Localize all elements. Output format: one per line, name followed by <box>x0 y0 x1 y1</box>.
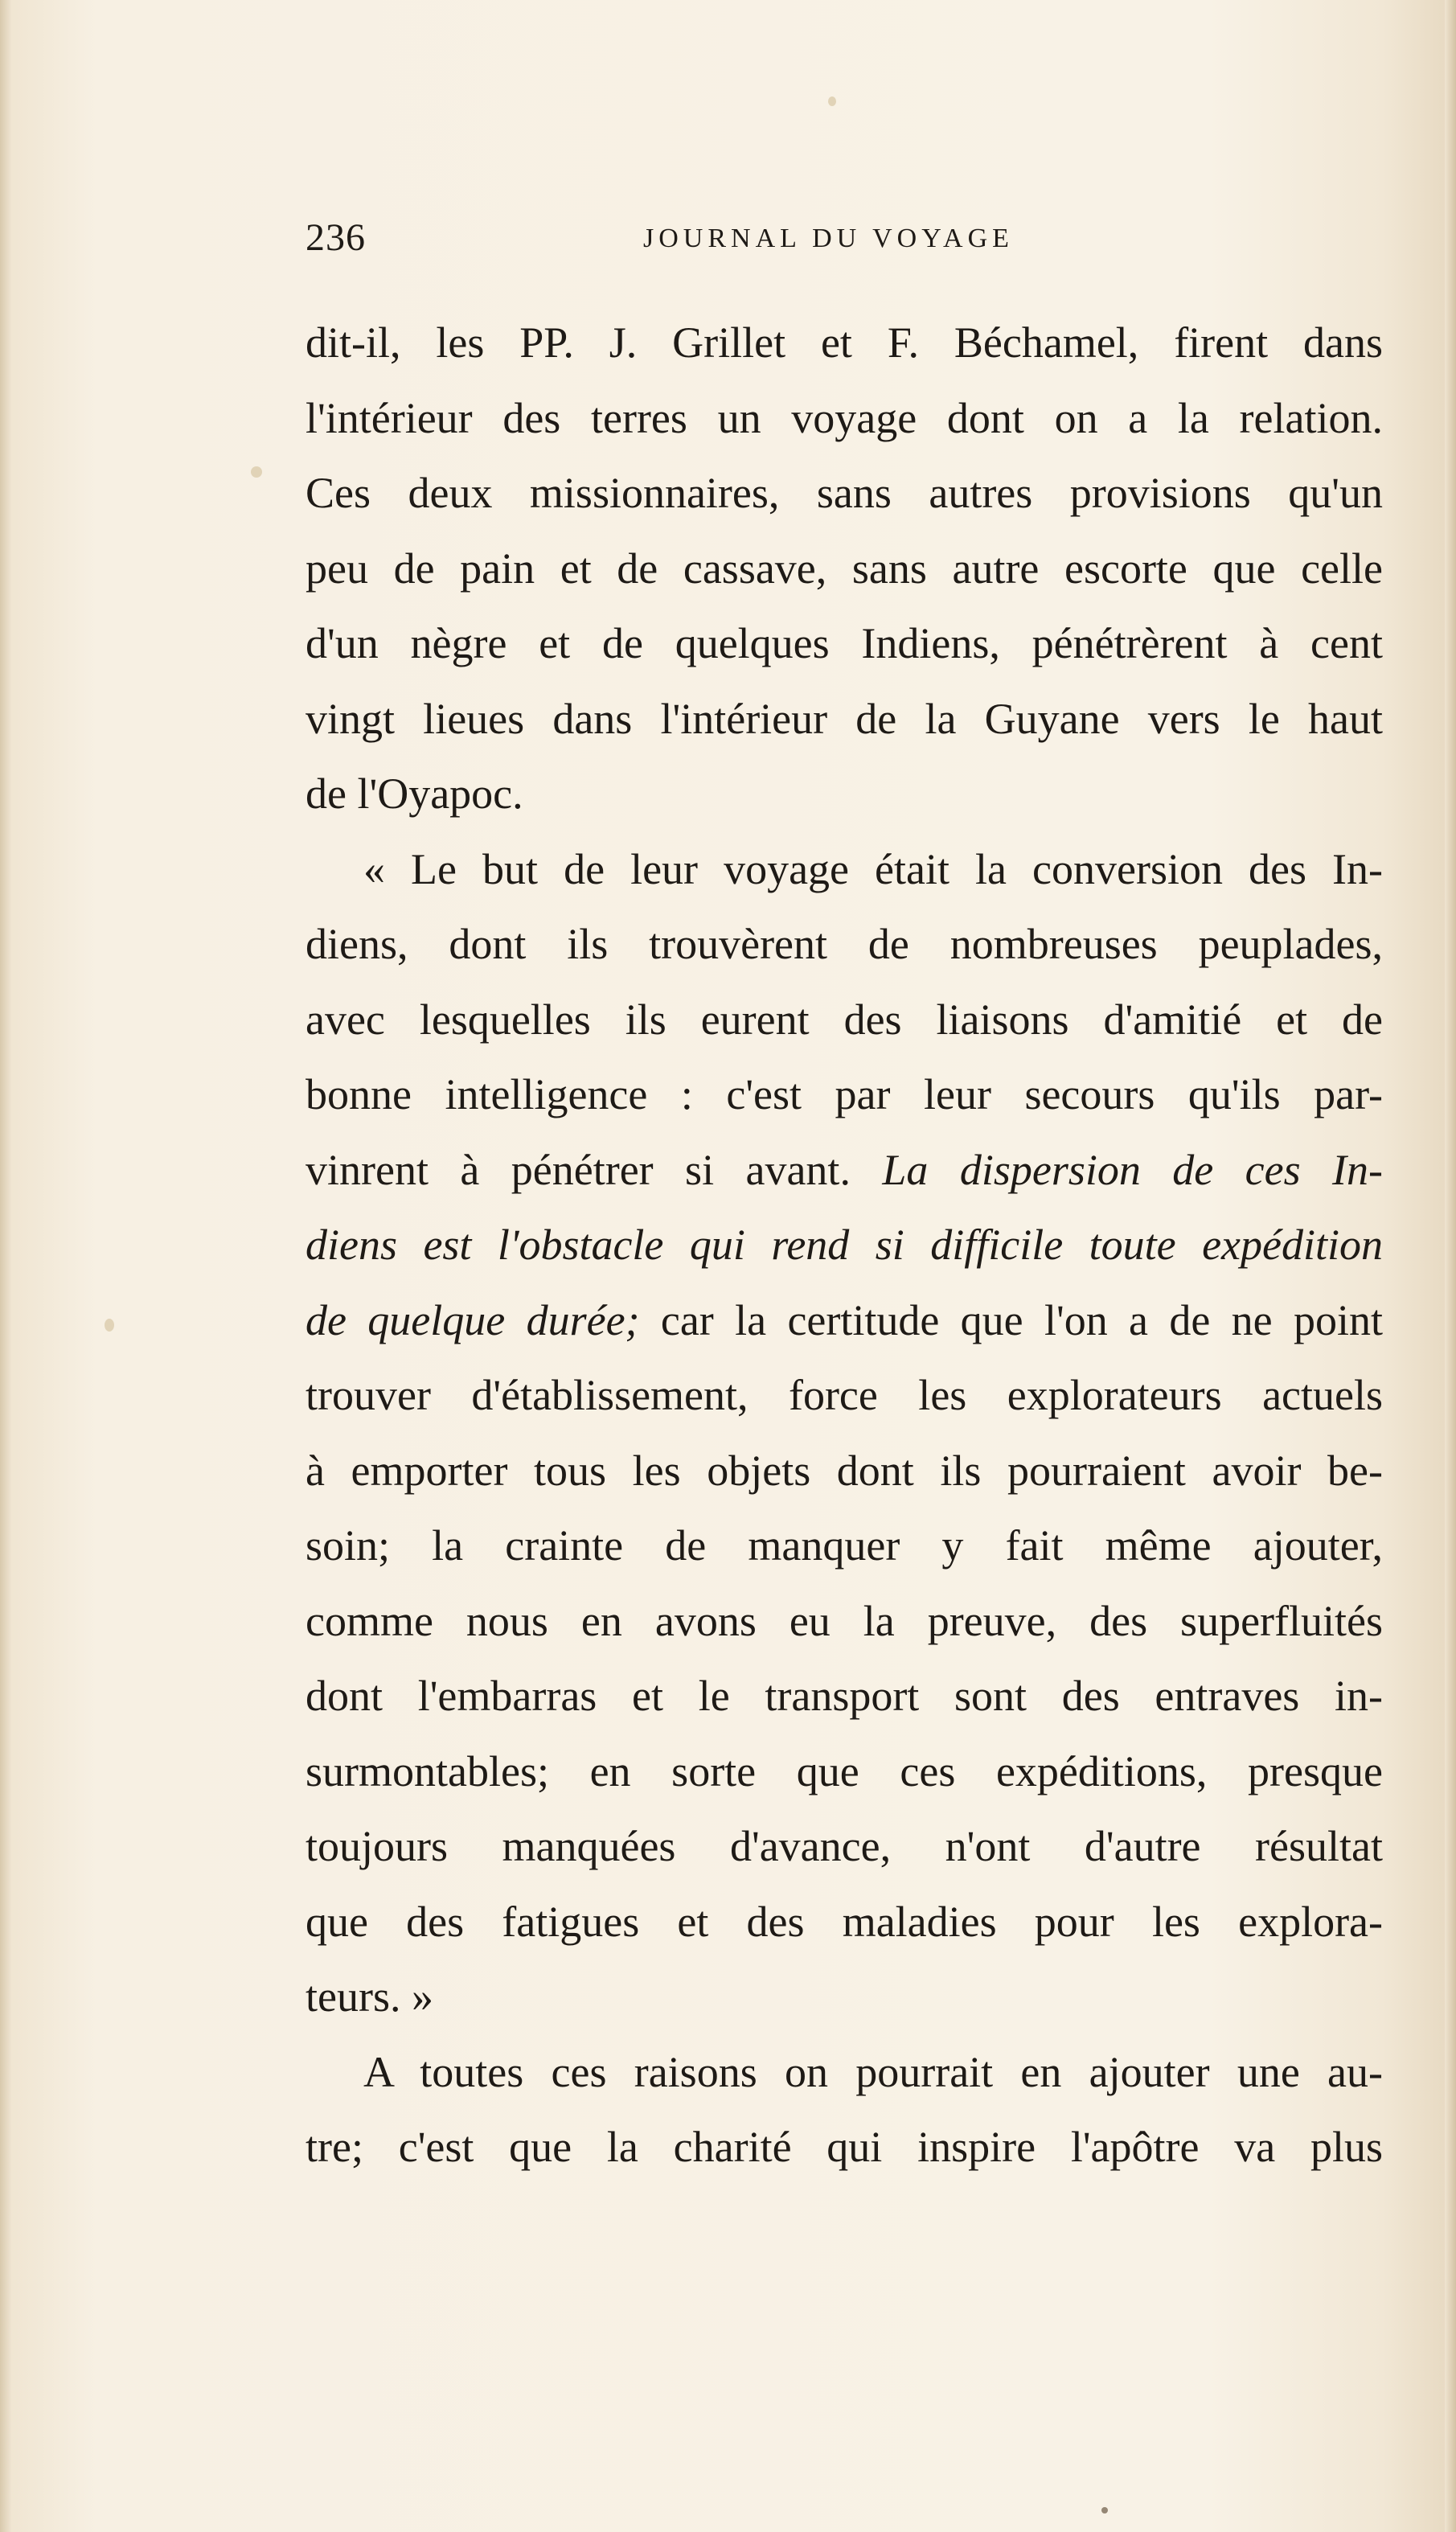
text-roman: car la certitude que l'on a de ne point <box>639 1295 1383 1344</box>
text-line: comme nous en avons eu la preuve, des superfluités <box>306 1596 1383 1645</box>
paper-speck <box>105 1319 114 1332</box>
text-line: surmontables; en sorte que ces expéditions, presque <box>306 1746 1383 1795</box>
running-title: JOURNAL DU VOYAGE <box>643 224 1014 253</box>
paper-speck <box>1101 2507 1108 2514</box>
text-line: tre; c'est que la charité qui inspire l'apôtre va plus <box>306 2123 1383 2171</box>
text-line: à emporter tous les objets dont ils pourraient avoir be- <box>306 1446 1383 1495</box>
page-header <box>306 215 1383 272</box>
paper-speck <box>251 466 262 478</box>
text-line: vingt lieues dans l'intérieur de la Guyane vers le haut <box>306 694 1383 743</box>
body-text <box>306 306 1383 2185</box>
paper-speck <box>828 96 836 106</box>
text-italic: de quelque durée; <box>306 1295 640 1344</box>
text-line: avec lesquelles ils eurent des liaisons d'amitié et de <box>306 995 1383 1044</box>
text-line-mixed <box>306 1283 1383 1359</box>
text-line: bonne intelligence : c'est par leur secours qu'ils par- <box>306 1070 1383 1118</box>
text-italic: La dispersion de ces In- <box>882 1145 1383 1194</box>
text-line: teurs. » <box>306 1972 433 2021</box>
text-italic: diens est l'obstacle qui rend si difficile toute expédition <box>306 1221 1383 1269</box>
text-line: trouver d'établissement, force les explorateurs actuels <box>306 1371 1383 1419</box>
text-line: diens, dont ils trouvèrent de nombreuses peuplades, <box>306 920 1383 968</box>
text-line: que des fatigues et des maladies pour les explora- <box>306 1897 1383 1946</box>
text-line: dont l'embarras et le transport sont des entraves in- <box>306 1672 1383 1720</box>
page-number: 236 <box>306 216 366 259</box>
text-line: peu de pain et de cassave, sans autre escorte que celle <box>306 544 1383 593</box>
text-line-italic <box>306 1208 1383 1283</box>
page-left-edge <box>0 0 11 2532</box>
text-line: de l'Oyapoc. <box>306 769 523 818</box>
text-line: « Le but de leur voyage était la conversion des In- <box>363 844 1383 893</box>
page-right-edge <box>1445 0 1456 2532</box>
text-roman: vinrent à pénétrer si avant. <box>306 1145 883 1194</box>
text-line: A toutes ces raisons on pourrait en ajouter une au- <box>363 2047 1383 2096</box>
text-line: dit-il, les PP. J. Grillet et F. Béchamel, firent dans <box>306 318 1383 367</box>
text-line: soin; la crainte de manquer y fait même ajouter, <box>306 1521 1383 1570</box>
text-line: d'un nègre et de quelques Indiens, pénétrèrent à cent <box>306 619 1383 667</box>
text-line-mixed <box>306 1133 1383 1209</box>
text-line: Ces deux missionnaires, sans autres provisions qu'un <box>306 469 1383 517</box>
text-line: toujours manquées d'avance, n'ont d'autre résultat <box>306 1822 1383 1870</box>
text-line: l'intérieur des terres un voyage dont on a la relation. <box>306 393 1383 442</box>
